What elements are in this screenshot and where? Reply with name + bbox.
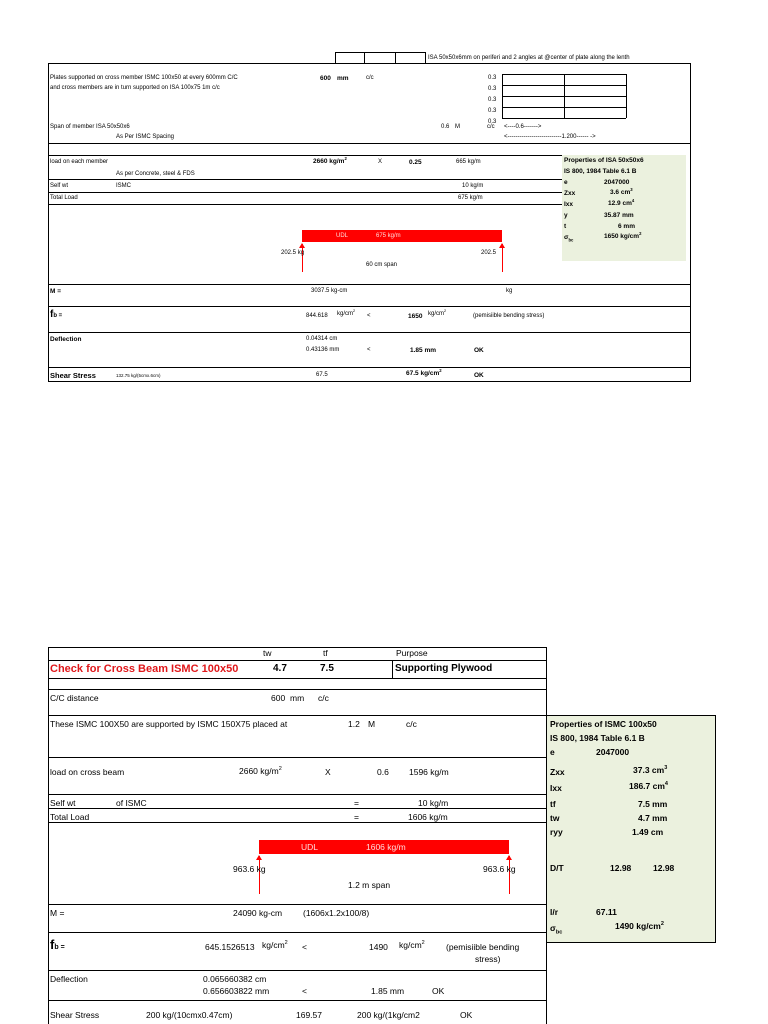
props-ryy-label: ryy: [550, 827, 563, 837]
props-ixx-value: 12.9 cm: [608, 200, 632, 207]
shear-label: Shear Stress: [50, 371, 96, 380]
right-reaction-arrow: [509, 856, 510, 894]
fb-note: (pemisiible bending stress): [473, 313, 545, 319]
udl-label: UDL: [301, 842, 319, 852]
deflection-cm: 0.065660382 cm: [203, 974, 267, 984]
fb-note-1: (pemisiible bending: [446, 942, 520, 952]
left-reaction: 963.6: [233, 864, 255, 874]
props-code: IS 800, 1984 Table 6.1 B: [550, 733, 645, 743]
deflection-less-than: <: [302, 986, 307, 996]
tw-value: 4.7: [273, 663, 287, 674]
deflection-label: Deflection: [50, 336, 82, 343]
props-e-value: 2047000: [596, 747, 630, 757]
span-unit: M: [455, 124, 460, 130]
moment-label: M =: [50, 908, 65, 918]
left-reaction-arrow: [302, 244, 303, 272]
multiply-sign: X: [378, 159, 383, 165]
props-dt-value-2: 12.98: [653, 863, 675, 873]
right-reaction-unit: kg: [506, 864, 516, 874]
supported-value: 1.2: [348, 719, 360, 729]
purpose-header: Purpose: [396, 648, 428, 658]
props-sigma-label: σ: [550, 923, 556, 933]
load-unit: kg/m: [260, 766, 279, 776]
props-lr-label: l/r: [550, 907, 559, 917]
props-sigma-sub: bc: [555, 929, 563, 936]
load-result: 665 kg/m: [456, 159, 481, 165]
shear-allowable: 67.5: [406, 370, 419, 377]
load-factor: 0.25: [409, 159, 422, 166]
props-ixx-label: Ixx: [564, 201, 574, 208]
shear-ok: OK: [474, 372, 484, 379]
load-note: As per Concrete, steel & FDS: [116, 171, 195, 177]
shear-label: Shear Stress: [50, 1010, 100, 1020]
udl-value: 675 kg/m: [376, 233, 401, 239]
props-dt-value-1: 12.98: [610, 863, 632, 873]
cc-distance-label: C/C distance: [50, 693, 99, 703]
cc-value: 600: [320, 75, 331, 82]
props-sigma-value: 1490 kg/cm: [615, 921, 661, 931]
props-code: IS 800, 1984 Table 6.1 B: [564, 168, 637, 175]
deflection-mm: 0.656603822 mm: [203, 986, 270, 996]
props-zxx-label: Zxx: [564, 190, 576, 197]
right-reaction-arrow: [502, 244, 503, 272]
fb-allowable-unit: kg/cm: [428, 311, 445, 317]
udl-bar: [302, 230, 502, 242]
fb-less-than: <: [302, 942, 307, 952]
self-wt-value: 10 kg/m: [418, 798, 449, 808]
props-tw-value: 4.7 mm: [638, 813, 668, 823]
supported-cc: c/c: [406, 719, 417, 729]
fb-value: 645.1526513: [205, 942, 255, 952]
props-tw-label: tw: [550, 813, 560, 823]
fb-allowable: 1490: [369, 942, 388, 952]
grid-value: 0.3: [488, 75, 497, 81]
props-ixx-value: 186.7 cm: [629, 781, 665, 791]
fb-allowable-unit: kg/cm: [399, 940, 422, 950]
cross-beam-title: Check for Cross Beam ISMC 100x50: [50, 663, 239, 675]
props-sigma-label: σ: [564, 234, 569, 241]
cc-distance-unit: mm: [290, 693, 305, 703]
properties-panel-ismc: Properties of ISMC 100x50 IS 800, 1984 Table 6.1 B e 2047000 Zxx 37.3 $cm^3$ Ixx 186.7 $cm^4$ tf 7.5 mm tw 4.7 mm ryy 1.49 cm D/T 12.98 12.98 l/r 67.11 $\sigma_{bc}$ 1490 $kg/cm^2$: [546, 715, 716, 943]
props-y-value: 35.87 mm: [604, 212, 634, 219]
moment-unit: kg: [506, 288, 513, 294]
props-e-label: e: [550, 747, 555, 757]
self-wt-value: 10 kg/m: [462, 183, 484, 189]
fb-unit: kg/cm: [262, 940, 285, 950]
total-load-value: 1606 kg/m: [408, 812, 448, 822]
deflection-allowable: 1.85 mm: [371, 986, 405, 996]
grid-value: 0.3: [488, 119, 497, 125]
fb-allowable: 1650: [408, 313, 423, 320]
total-load-label: Total Load: [50, 812, 90, 822]
cc-distance-value: 600: [271, 693, 286, 703]
total-load-value: 675 kg/m: [458, 195, 483, 201]
udl-bar: [259, 840, 509, 854]
self-wt-of: of ISMC: [116, 798, 147, 808]
props-zxx-value: 37.3 cm: [633, 765, 665, 775]
left-reaction-arrow: [259, 856, 260, 894]
grid-value: 0.3: [488, 108, 497, 114]
fb-label: f: [50, 937, 55, 952]
props-zxx-label: Zxx: [550, 767, 565, 777]
total-load-label: Total Load: [50, 195, 78, 201]
deflection-mm: 0.43136 mm: [306, 347, 340, 353]
shear-ok: OK: [460, 1010, 473, 1020]
left-reaction: 202.5: [281, 250, 297, 256]
props-sigma-sub: bc: [568, 237, 574, 243]
load-factor: 0.6: [377, 767, 389, 777]
props-dt-label: D/T: [550, 863, 564, 873]
fb-label: f: [50, 309, 54, 320]
grid-value: 0.3: [488, 86, 497, 92]
fb-less-than: <: [367, 313, 371, 319]
self-wt-of: ISMC: [116, 183, 131, 189]
props-e-label: e: [564, 179, 568, 186]
props-t-value: 6 mm: [618, 223, 635, 230]
self-wt-equals: =: [354, 798, 359, 808]
span-text: 60 cm span: [366, 262, 398, 268]
dim-1200: <---------------------------1.200------ ->: [504, 134, 596, 140]
load-value: 2660: [313, 158, 328, 165]
multiply-sign: X: [325, 767, 331, 777]
shear-unit: kg/cm: [420, 370, 440, 377]
props-title: Properties of ISMC 100x50: [550, 719, 657, 729]
left-reaction-unit: kg: [297, 250, 305, 256]
angles-note: ISA 50x50x6mm on periferi and 2 angles at @center of plate along the lenth: [428, 55, 630, 61]
udl-label: UDL: [336, 233, 349, 239]
left-reaction-unit: kg: [256, 864, 266, 874]
fb-value: 844.618: [306, 313, 328, 319]
span-value: 0.6: [441, 124, 450, 130]
fb-unit: kg/cm: [337, 311, 354, 317]
moment-value: 24090 kg-cm: [233, 908, 283, 918]
props-zxx-value: 3.6 cm: [610, 189, 631, 196]
fb-sub: b =: [53, 313, 63, 319]
properties-panel-isa: Properties of ISA 50x50x6 IS 800, 1984 Table 6.1 B e 2047000 Zxx 3.6 $cm^3$ Ixx 12.9 $cm^4$ y 35.87 mm t 6 mm $\sigma_{bc}$ 1650 $kg/cm^2$: [562, 155, 686, 261]
span-text: 1.2 m span: [348, 880, 391, 890]
load-label: load on each member: [50, 159, 109, 165]
load-unit: kg/m: [329, 158, 345, 165]
props-lr-value: 67.11: [596, 907, 617, 917]
load-result: 1596 kg/m: [409, 767, 449, 777]
supported-unit: M: [368, 719, 376, 729]
span-cc: c/c: [487, 124, 495, 130]
shear-value: 169.57: [296, 1010, 322, 1020]
moment-value: 3037.5 kg-cm: [311, 288, 348, 294]
supported-text: These ISMC 100X50 are supported by ISMC 150X75 placed at: [50, 719, 288, 729]
props-tf-label: tf: [550, 799, 556, 809]
plates-text-2: and cross members are in turn supported on ISA 100x75 1m c/c: [50, 85, 220, 91]
deflection-ok: OK: [474, 347, 484, 354]
props-ixx-label: Ixx: [550, 783, 562, 793]
total-load-equals: =: [354, 812, 359, 822]
tw-header: tw: [263, 648, 272, 658]
udl-value: 1606 kg/m: [366, 842, 406, 852]
self-wt-label: Self wt: [50, 183, 69, 189]
deflection-less-than: <: [367, 347, 371, 353]
self-wt-label: Self wt: [50, 798, 76, 808]
props-tf-value: 7.5 mm: [638, 799, 668, 809]
shear-allowable: 200 kg/(1kg/cm2: [357, 1010, 420, 1020]
deflection-allowable: 1.85 mm: [410, 347, 437, 354]
dim-0-6: <----0.6------->: [504, 124, 542, 130]
deflection-ok: OK: [432, 986, 445, 996]
right-reaction: 202.5: [481, 250, 497, 256]
purpose-value: Supporting Plywood: [395, 663, 493, 674]
plates-text-1: Plates supported on cross member ISMC 100x50 at every 600mm C/C: [50, 75, 238, 81]
grid-value: 0.3: [488, 97, 497, 103]
tf-value: 7.5: [320, 663, 334, 674]
moment-label: M =: [50, 288, 62, 295]
cc-distance-cc: c/c: [318, 693, 329, 703]
load-value: 2660: [239, 766, 258, 776]
shear-value: 67.5: [316, 372, 328, 378]
as-per-note: As Per ISMC Spacing: [116, 134, 175, 140]
cc-unit: mm: [337, 75, 349, 82]
span-label: Span of member ISA 50x50x6: [50, 124, 130, 130]
fb-sub: b =: [54, 944, 65, 951]
fb-note-2: stress): [475, 954, 501, 964]
cc-label: c/c: [366, 75, 374, 81]
right-reaction: 963.6: [483, 864, 505, 874]
tf-header: tf: [323, 648, 328, 658]
props-ryy-value: 1.49 cm: [632, 827, 664, 837]
props-e-value: 2047000: [604, 179, 630, 186]
moment-formula: (1606x1.2x100/8): [303, 908, 370, 918]
shear-note: 132.75 kg/(5cmx.6cm): [116, 373, 161, 378]
props-y-label: y: [564, 212, 568, 219]
deflection-label: Deflection: [50, 974, 88, 984]
load-label: load on cross beam: [50, 767, 125, 777]
shear-formula: 200 kg/(10cmx0.47cm): [146, 1010, 233, 1020]
props-sigma-value: 1650: [604, 233, 619, 240]
props-title: Properties of ISA 50x50x6: [564, 157, 644, 164]
deflection-cm: 0.04314 cm: [306, 336, 338, 342]
props-sigma-unit: kg/cm: [620, 233, 640, 240]
props-t-label: t: [564, 223, 567, 230]
